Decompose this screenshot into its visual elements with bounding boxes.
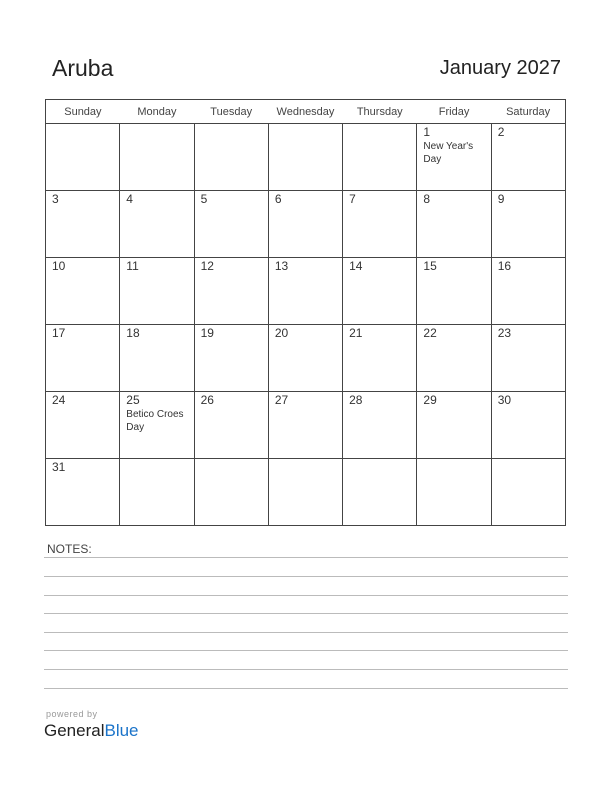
day-cell[interactable] — [46, 325, 120, 392]
notes-line — [44, 688, 568, 689]
day-number: 11 — [126, 259, 139, 273]
weekday-wednesday: Wednesday — [268, 100, 342, 124]
day-cell[interactable] — [120, 124, 194, 191]
day-cell[interactable] — [120, 325, 194, 392]
day-number: 25 — [126, 393, 140, 407]
day-cell[interactable] — [491, 258, 565, 325]
calendar-grid — [45, 99, 566, 526]
day-cell[interactable] — [491, 124, 565, 191]
day-cell[interactable] — [194, 459, 268, 526]
day-number: 20 — [274, 326, 289, 340]
day-cell[interactable] — [417, 392, 491, 459]
day-number: 22 — [423, 326, 437, 340]
month-year-title: January 2027 — [439, 57, 561, 79]
notes-line — [44, 669, 568, 670]
day-number: 19 — [200, 326, 214, 340]
weekday-thursday: Thursday — [343, 100, 417, 124]
day-number: 7 — [349, 192, 356, 206]
day-cell[interactable] — [46, 124, 120, 191]
day-number: 1 — [423, 125, 431, 139]
day-number: 12 — [200, 259, 214, 273]
day-cell[interactable] — [46, 392, 120, 459]
day-number: 21 — [349, 326, 363, 340]
weekday-header-row — [46, 100, 566, 124]
day-number: 29 — [423, 393, 437, 407]
week-row — [46, 325, 566, 392]
day-cell[interactable] — [268, 258, 342, 325]
day-cell[interactable] — [268, 325, 342, 392]
day-number: 17 — [52, 326, 66, 340]
holiday-label: Betico Croes Day — [126, 409, 184, 433]
day-number: 28 — [349, 393, 363, 407]
day-number: 3 — [52, 192, 59, 206]
day-cell[interactable] — [417, 258, 491, 325]
weekday-sunday: Sunday — [46, 100, 120, 124]
country-title: Aruba — [52, 55, 114, 81]
day-cell[interactable] — [343, 325, 417, 392]
day-cell[interactable] — [194, 258, 268, 325]
day-number: 13 — [274, 259, 289, 273]
notes-line — [44, 632, 568, 633]
day-cell[interactable] — [46, 459, 120, 526]
day-cell[interactable] — [268, 124, 342, 191]
notes-line — [44, 595, 568, 596]
powered-by-text: powered by — [46, 709, 98, 719]
day-cell[interactable] — [417, 124, 491, 191]
day-cell[interactable] — [343, 459, 417, 526]
day-cell[interactable] — [343, 392, 417, 459]
brand-blue: Blue — [104, 721, 139, 740]
week-row — [46, 191, 566, 258]
day-number: 26 — [200, 393, 214, 407]
day-cell[interactable] — [46, 258, 120, 325]
day-number: 14 — [349, 259, 363, 273]
day-number: 18 — [126, 326, 140, 340]
day-cell[interactable] — [491, 459, 565, 526]
weekday-monday: Monday — [120, 100, 194, 124]
weekday-friday: Friday — [417, 100, 491, 124]
day-number: 31 — [52, 460, 66, 474]
day-number: 23 — [497, 326, 512, 340]
weekday-tuesday: Tuesday — [194, 100, 268, 124]
day-cell[interactable] — [343, 191, 417, 258]
notes-line — [44, 557, 568, 558]
day-cell[interactable] — [417, 459, 491, 526]
day-number: 9 — [497, 192, 505, 206]
weekday-saturday: Saturday — [491, 100, 565, 124]
day-cell[interactable] — [194, 191, 268, 258]
week-row — [46, 258, 566, 325]
day-number: 6 — [274, 192, 282, 206]
notes-line — [44, 613, 568, 614]
notes-line — [44, 576, 568, 577]
day-cell[interactable] — [120, 258, 194, 325]
day-cell[interactable] — [194, 392, 268, 459]
day-cell[interactable] — [120, 392, 194, 459]
week-row — [46, 392, 566, 459]
day-cell[interactable] — [491, 392, 565, 459]
week-row — [46, 124, 566, 191]
day-cell[interactable] — [120, 191, 194, 258]
day-number: 5 — [200, 192, 208, 206]
holiday-label: New Year's Day — [423, 141, 474, 165]
generalblue-logo[interactable] — [44, 721, 139, 741]
day-cell[interactable] — [417, 191, 491, 258]
day-number: 27 — [274, 393, 289, 407]
day-cell[interactable] — [268, 392, 342, 459]
day-cell[interactable] — [417, 325, 491, 392]
day-cell[interactable] — [120, 459, 194, 526]
notes-line — [44, 650, 568, 651]
day-number: 24 — [52, 393, 66, 407]
day-cell[interactable] — [343, 124, 417, 191]
brand-general: General — [44, 721, 105, 740]
day-number: 8 — [423, 192, 431, 206]
day-number: 10 — [52, 259, 66, 273]
day-number: 16 — [497, 259, 512, 273]
day-cell[interactable] — [268, 191, 342, 258]
day-cell[interactable] — [343, 258, 417, 325]
day-cell[interactable] — [194, 124, 268, 191]
day-cell[interactable] — [491, 191, 565, 258]
day-number: 2 — [497, 125, 505, 139]
day-number: 30 — [497, 393, 512, 407]
notes-label: NOTES: — [47, 542, 92, 556]
week-row — [46, 459, 566, 526]
day-cell[interactable] — [268, 459, 342, 526]
day-cell[interactable] — [491, 325, 565, 392]
day-cell[interactable] — [194, 325, 268, 392]
day-number: 4 — [126, 192, 133, 206]
day-cell[interactable] — [46, 191, 120, 258]
day-number: 15 — [423, 259, 437, 273]
